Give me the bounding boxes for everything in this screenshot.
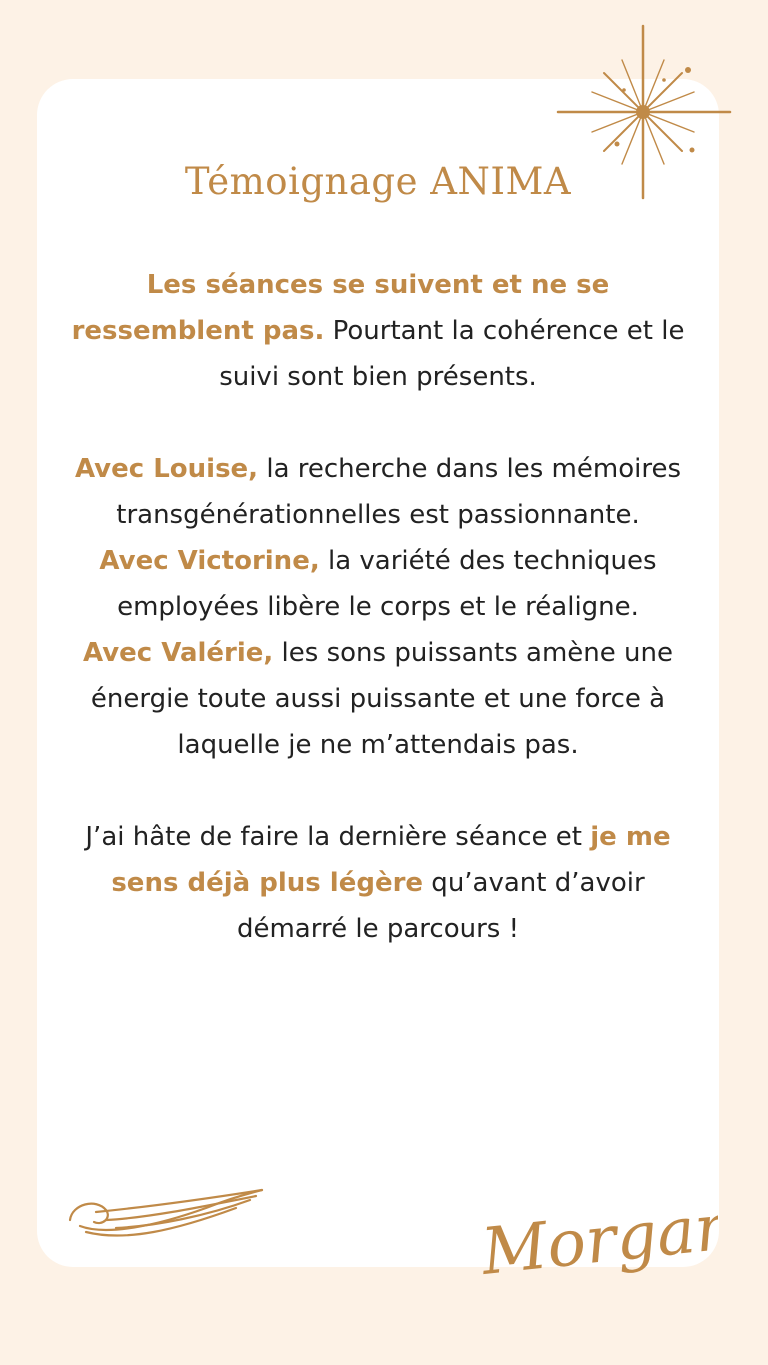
testimonial-text (60, 262, 696, 952)
louise-highlight: Avec Louise, (74, 454, 259, 484)
intro-highlight: Les séances se suivent et ne se ressemblent pas. (71, 270, 610, 346)
victorine-highlight: Avec Victorine, (99, 546, 320, 576)
louise-text: la recherche dans les mémoires transgénérationnelles est passionnante. (116, 454, 681, 530)
valerie-text: les sons puissants amène une énergie toute aussi puissante et une force à laquelle je ne m’attendais pas. (90, 638, 673, 760)
victorine-paragraph (60, 538, 696, 630)
victorine-text: la variété des techniques employées libère le corps et le réaligne. (117, 546, 657, 622)
valerie-highlight: Avec Valérie, (83, 638, 274, 668)
closing-paragraph (60, 814, 696, 952)
closing-text-before: J’ai hâte de faire la dernière séance et (85, 822, 591, 852)
louise-paragraph (60, 446, 696, 538)
wing-icon (66, 1186, 266, 1246)
signature (478, 1176, 718, 1306)
signature-text: Morgan (478, 1189, 718, 1290)
intro-text: Pourtant la cohérence et le suivi sont bien présents. (219, 316, 685, 392)
intro-paragraph (60, 262, 696, 400)
valerie-paragraph (60, 630, 696, 768)
page-title: Témoignage ANIMA (184, 160, 572, 203)
closing-highlight: je me sens déjà plus légère (111, 822, 671, 898)
closing-text-after: qu’avant d’avoir démarré le parcours ! (236, 868, 645, 944)
